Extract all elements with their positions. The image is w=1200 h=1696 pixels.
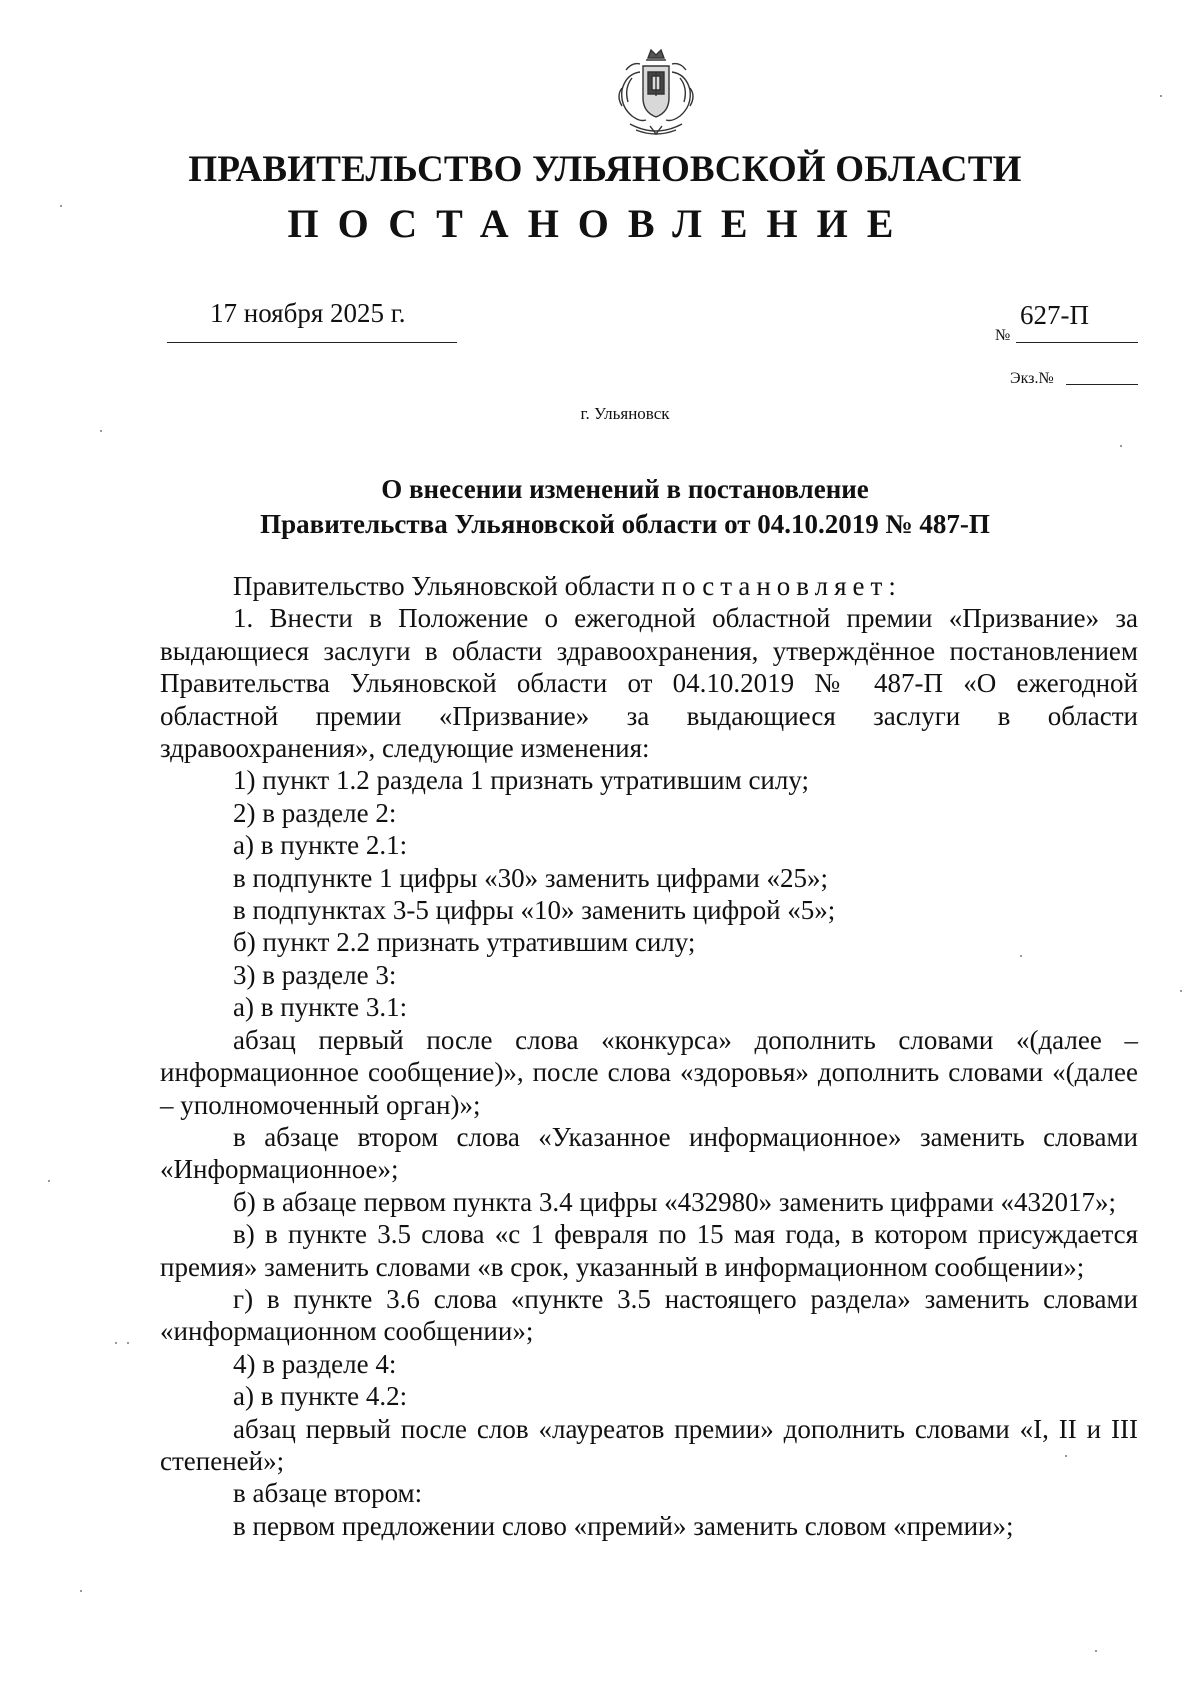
scan-speck (1020, 955, 1022, 957)
body-paragraph: 1. Внести в Положение о ежегодной областной премии «Призвание» за выдающиеся заслуги в области здравоохранения, утверждённое постановлением Правительства Ульяновской области от 04.10.2019 № 487-П «О ежегодной областной премии «Призвание» за выдающиеся заслуги в области здравоохранения», следующие изменения: (160, 603, 1138, 764)
scan-speck (100, 430, 102, 432)
subject-line-2: Правительства Ульяновской области от 04.10.2019 № 487-П (260, 509, 990, 539)
document-city: г. Ульяновск (580, 404, 670, 423)
date-underline (167, 342, 457, 343)
body-paragraph: в) в пункте 3.5 слова «с 1 февраля по 15 мая года, в котором присуждается премия» заменить словами «в срок, указанный в информационном сообщении»; (160, 1219, 1138, 1282)
scan-speck (127, 1342, 129, 1344)
body-paragraph: г) в пункте 3.6 слова «пункте 3.5 настоящего раздела» заменить словами «информационном сообщении»; (160, 1283, 1138, 1347)
body-paragraph: в первом предложении слово «премий» заменить словом «премии»; (233, 1510, 1014, 1541)
government-title: ПРАВИТЕЛЬСТВО УЛЬЯНОВСКОЙ ОБЛАСТИ (188, 149, 1022, 190)
intro-paragraph (160, 570, 1138, 602)
scan-speck (115, 1342, 117, 1344)
body-paragraph: абзац первый после слова «конкурса» дополнить словами «(далее – информационное сообщение)», после слова «здоровья» дополнить словами «(далее – уполномоченный орган)»; (160, 1024, 1138, 1120)
coat-of-arms-icon (610, 42, 702, 142)
scan-speck (1065, 1455, 1067, 1457)
scan-speck (80, 1590, 82, 1592)
body-paragraph: 1) пункт 1.2 раздела 1 признать утратившим силу; (233, 765, 809, 796)
intro-prefix: Правительство Ульяновской области (233, 571, 662, 601)
body-paragraph: 3) в разделе 3: (233, 959, 397, 990)
subject-line-1: О внесении изменений в постановление (381, 474, 869, 504)
document-type: ПОСТАНОВЛЕНИЕ (287, 201, 913, 246)
body-paragraph: а) в пункте 3.1: (233, 992, 408, 1023)
body-paragraph: в абзаце втором: (233, 1478, 423, 1509)
body-paragraph: б) в абзаце первом пункта 3.4 цифры «432980» заменить цифрами «432017»; (233, 1186, 1117, 1217)
number-sign: № (995, 327, 1011, 344)
number-underline (1016, 342, 1138, 343)
copy-number-line (1066, 384, 1138, 385)
scan-speck (48, 1180, 50, 1182)
document-subject (0, 472, 1200, 542)
scan-speck (1120, 445, 1122, 447)
body-paragraph: в абзаце втором слова «Указанное информационное» заменить словами «Информационное»; (160, 1121, 1138, 1185)
scan-speck (1180, 990, 1182, 992)
intro-verb: постановляет: (661, 571, 902, 601)
document-date: 17 ноября 2025 г. (210, 298, 406, 328)
document-number: 627-П (1020, 300, 1089, 330)
body-paragraph: а) в пункте 4.2: (233, 1381, 408, 1412)
document-body (160, 570, 1138, 1542)
scan-speck (1160, 95, 1162, 97)
body-paragraph: в подпунктах 3-5 цифры «10» заменить цифрой «5»; (233, 895, 836, 926)
body-paragraph: в подпункте 1 цифры «30» заменить цифрами «25»; (233, 862, 829, 893)
body-paragraph: 4) в разделе 4: (233, 1348, 397, 1379)
body-paragraph: абзац первый после слов «лауреатов премии» дополнить словами «I, II и III степеней»; (160, 1413, 1138, 1476)
body-paragraph: б) пункт 2.2 признать утратившим силу; (233, 927, 696, 958)
scan-speck (1095, 1650, 1097, 1652)
body-paragraph: а) в пункте 2.1: (233, 830, 408, 861)
copy-number-label: Экз.№ (1010, 370, 1054, 387)
body-paragraph: 2) в разделе 2: (233, 797, 397, 828)
scan-speck (60, 205, 62, 207)
